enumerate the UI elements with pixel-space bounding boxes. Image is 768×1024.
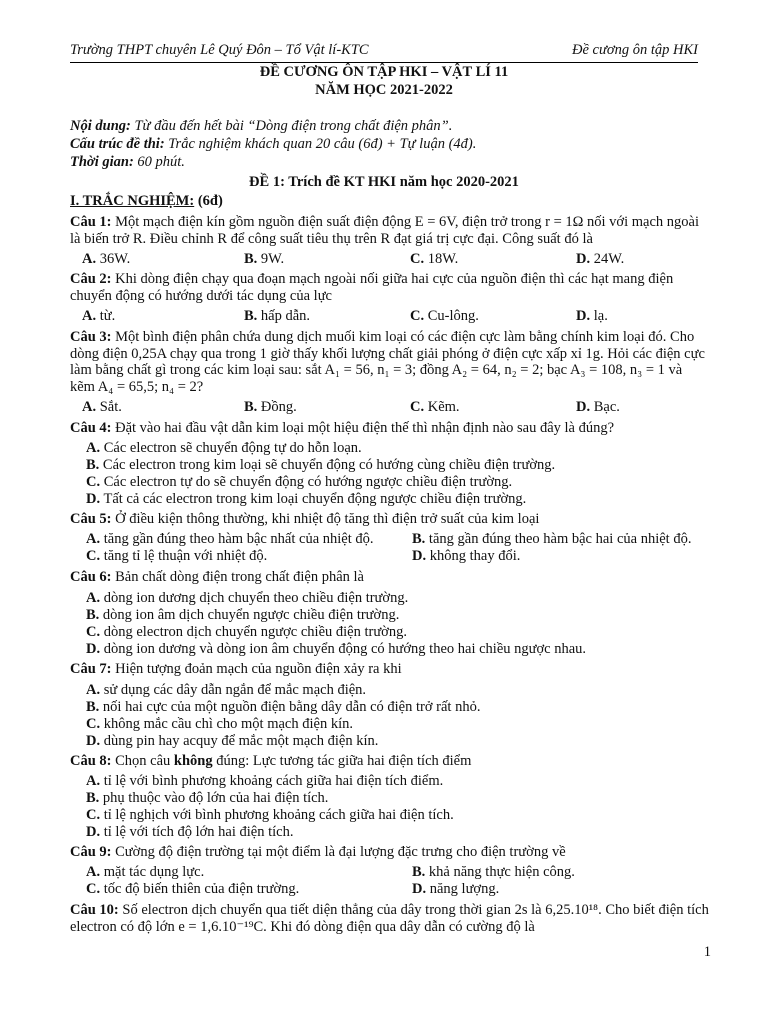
q7-option-d: D. dùng pin hay acquy để mắc một mạch điện kín. (86, 733, 379, 749)
q4-option-c: C. Các electron tự do sẽ chuyển động có hướng ngược chiều điện trường. (86, 474, 513, 490)
q3-option-c: C. Kẽm. (410, 399, 460, 415)
question-10-text: Số electron dịch chuyển qua tiết diện thẳng của dây trong thời gian 2s là 6,25.10¹⁸. Cho biết điện tích electron có độ lớn e = 1,6.10⁻¹⁹C. Khi đó dòng điện qua dây dẫn có cường độ là (70, 902, 709, 935)
question-7-text: Hiện tượng đoản mạch của nguồn điện xảy ra khi (111, 661, 402, 677)
question-10-label: Câu 10: (70, 902, 119, 918)
question-2 (70, 271, 710, 304)
q2-option-b: B. hấp dẫn. (244, 308, 311, 324)
q5-option-b: B. tăng gần đúng theo hàm bậc hai của nhiệt độ. (412, 531, 692, 547)
q6-option-b: B. dòng ion âm dịch chuyển ngược chiều điện trường. (86, 607, 400, 623)
info-time-text: 60 phút. (133, 154, 185, 170)
question-4-text: Đặt vào hai đầu vật dẫn kim loại một hiệu điện thế thì nhận định nào sau đây là đúng? (111, 420, 615, 436)
q5-option-a: A. tăng gần đúng theo hàm bậc nhất của nhiệt độ. (86, 531, 374, 547)
q1-option-a: A. 36W. (82, 251, 131, 267)
q9-option-d: D. năng lượng. (412, 881, 500, 897)
question-2-text: Khi dòng điện chạy qua đoạn mạch ngoài nối giữa hai cực của nguồn điện thì các hạt mang điện chuyển động có hướng dưới tác dụng của lực (70, 271, 674, 304)
exam-title: ĐỀ 1: Trích đề KT HKI năm học 2020-2021 (249, 174, 519, 190)
q4-option-b: B. Các electron trong kim loại sẽ chuyển động có hướng cùng chiều điện trường. (86, 457, 556, 473)
info-structure (70, 136, 476, 153)
q5-option-d: D. không thay đổi. (412, 548, 521, 564)
q7-option-b: B. nối hai cực của một nguồn điện bằng dây dẫn có điện trở rất nhỏ. (86, 699, 481, 715)
section-title: I. TRẮC NGHIỆM: (70, 193, 195, 209)
q6-option-a: A. dòng ion dương dịch chuyển theo chiều điện trường. (86, 590, 409, 606)
q8-option-b: B. phụ thuộc vào độ lớn của hai điện tích. (86, 790, 329, 806)
q1-option-b: B. 9W. (244, 251, 285, 267)
q9-option-b: B. khả năng thực hiện công. (412, 864, 575, 880)
q8-option-a: A. tỉ lệ với bình phương khoảng cách giữa hai điện tích điểm. (86, 773, 444, 789)
question-5-label: Câu 5: (70, 511, 112, 527)
q6-option-c: C. dòng electron dịch chuyển ngược chiều điện trường. (86, 624, 407, 640)
question-9-label: Câu 9: (70, 844, 112, 860)
doc-title: ĐỀ CƯƠNG ÔN TẬP HKI – VẬT LÍ 11 (259, 64, 509, 80)
question-5 (70, 511, 710, 528)
q2-option-c: C. Cu-lông. (410, 308, 479, 324)
q7-option-a: A. sử dụng các dây dẫn ngắn để mắc mạch điện. (86, 682, 367, 698)
question-6-label: Câu 6: (70, 569, 112, 585)
q4-option-a: A. Các electron sẽ chuyển động tự do hỗn loạn. (86, 440, 362, 456)
question-4 (70, 420, 710, 437)
info-content (70, 118, 452, 135)
question-3-label: Câu 3: (70, 329, 112, 345)
question-2-label: Câu 2: (70, 271, 112, 287)
header-doc-name: Đề cương ôn tập HKI (572, 42, 698, 58)
question-7 (70, 661, 710, 678)
q8-option-c: C. tỉ lệ nghịch với bình phương khoảng cách giữa hai điện tích. (86, 807, 454, 823)
info-structure-text: Trắc nghiệm khách quan 20 câu (6đ) + Tự luận (4đ). (164, 136, 477, 152)
question-1-label: Câu 1: (70, 214, 112, 230)
info-time-label: Thời gian: (70, 154, 134, 170)
question-6-text: Bản chất dòng điện trong chất điện phân là (111, 569, 364, 585)
question-7-label: Câu 7: (70, 661, 112, 677)
q6-option-d: D. dòng ion dương và dòng ion âm chuyển động có hướng theo hai chiều ngược nhau. (86, 641, 587, 657)
q9-option-a: A. mặt tác dụng lực. (86, 864, 205, 880)
q4-option-d: D. Tất cả các electron trong kim loại chuyển động ngược chiều điện trường. (86, 491, 527, 507)
info-time (70, 154, 185, 171)
question-6 (70, 569, 710, 586)
q8-option-d: D. tỉ lệ với tích độ lớn hai điện tích. (86, 824, 294, 840)
q2-option-a: A. từ. (82, 308, 116, 324)
question-8-emphasis: không (173, 753, 213, 769)
page-number: 1 (703, 944, 711, 960)
q5-option-c: C. tăng tỉ lệ thuận với nhiệt độ. (86, 548, 268, 564)
header-rule (70, 62, 698, 63)
info-structure-label: Cấu trúc đề thi: (70, 136, 165, 152)
info-content-text: Từ đầu đến hết bài “Dòng điện trong chất điện phân”. (130, 118, 453, 134)
q3-option-b: B. Đồng. (244, 399, 297, 415)
question-8: Câu 8: Chọn câu không đúng: Lực tương tác giữa hai điện tích điểm (70, 753, 472, 769)
doc-subtitle: NĂM HỌC 2021-2022 (315, 82, 453, 98)
question-5-text: Ở điều kiện thông thường, khi nhiệt độ tăng thì điện trở suất của kim loại (111, 511, 540, 527)
info-content-label: Nội dung: (70, 118, 131, 134)
question-1 (70, 214, 710, 247)
question-3-text: Một bình điện phân chứa dung dịch muối kim loại có các điện cực làm bằng chính kim loại đó. Cho dòng điện 0,25A chạy qua trong 1 giờ thấy khối lượng chất giải phóng ở điện cực xấp xỉ 1g. Hỏi các điện cực làm bằng chất gì trong các kim loại sau: sắt A₁ = 56, n₁ = 3; đồng A₂ = 64, n₂ = 2; bạc A₃ = 108, n₃ = 1 và kẽm A₄ = 65,5; n₄ = 2? (70, 329, 705, 395)
question-9-text: Cường độ điện trường tại một điểm là đại lượng đặc trưng cho điện trường về (111, 844, 566, 860)
q9-option-c: C. tốc độ biến thiên của điện trường. (86, 881, 300, 897)
question-3 (70, 329, 710, 395)
question-8-label: Câu 8: (70, 753, 112, 769)
q2-option-d: D. lạ. (576, 308, 608, 324)
q3-option-a: A. Sắt. (82, 399, 122, 415)
q7-option-c: C. không mắc cầu chì cho một mạch điện kín. (86, 716, 353, 732)
q1-option-c: C. 18W. (410, 251, 459, 267)
header-school: Trường THPT chuyên Lê Quý Đôn – Tổ Vật lí-KTC (70, 42, 369, 58)
question-9 (70, 844, 710, 861)
question-4-label: Câu 4: (70, 420, 112, 436)
section-points: (6đ) (194, 193, 223, 209)
q3-option-d: D. Bạc. (576, 399, 620, 415)
question-10 (70, 902, 710, 935)
question-1-text: Một mạch điện kín gồm nguồn điện suất điện động E = 6V, điện trở trong r = 1Ω nối với mạch ngoài là biến trở R. Điều chỉnh R để công suất tiêu thụ trên R đạt giá trị cực đại. Công suất đó là (70, 214, 699, 247)
section-heading (70, 193, 223, 210)
q1-option-d: D. 24W. (576, 251, 625, 267)
